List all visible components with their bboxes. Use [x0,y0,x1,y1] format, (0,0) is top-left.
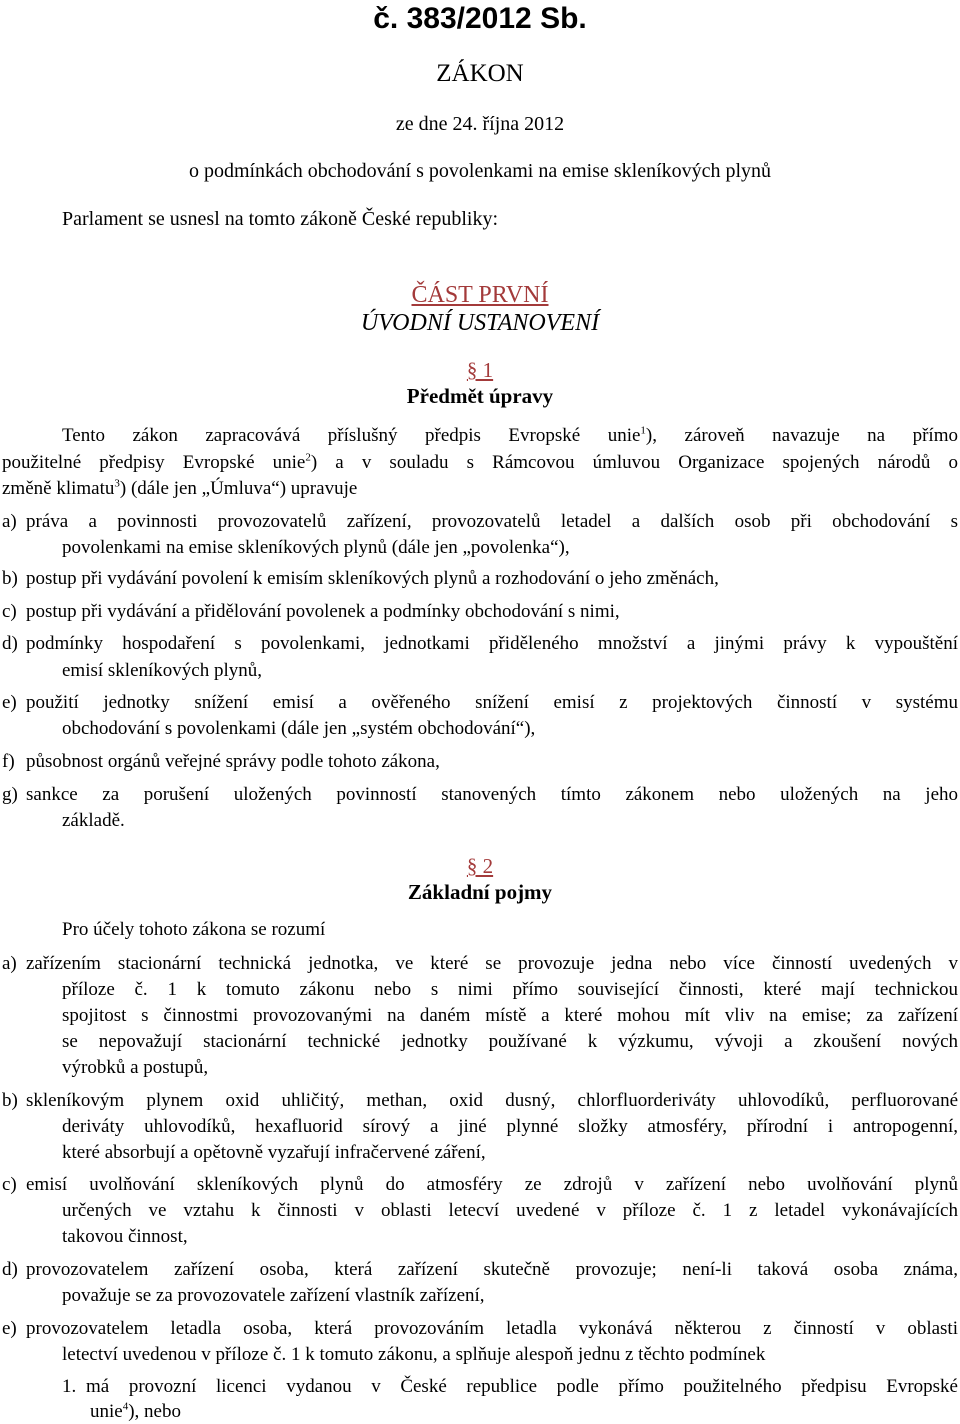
document-number: č. 383/2012 Sb. [373,2,587,35]
subitem-line: má provozní licenci vydanou v České republice podle přímo použitelného předpisu Evropské [86,1376,958,1397]
item-line: základě. [62,810,125,831]
item-line: výrobků a postupů, [62,1057,209,1078]
enactment-clause: Parlament se usnesl na tomto zákoně České republiky: [62,208,499,230]
item-line: skleníkovým plynem oxid uhličitý, methan, oxid dusný, chlorfluorderiváty uhlovodíků, perfluorované [26,1090,958,1111]
item-mark: d) [2,633,18,654]
item-line: postup při vydávání povolení k emisím skleníkových plynů a rozhodování o jeho změnách, [26,568,719,589]
intro-text: použitelné předpisy Evropské unie [2,452,306,473]
document-title: o podmínkách obchodování s povolenkami na emise skleníkových plynů [188,160,772,182]
intro-text: Tento zákon zapracovává příslušný předpis Evropské unie [62,425,641,446]
section-2-intro: Pro účely tohoto zákona se rozumí [62,919,326,940]
item-mark: e) [2,1318,17,1339]
intro-text: změně klimatu [2,478,115,499]
item-mark: a) [2,953,17,974]
part-title: ÚVODNÍ USTANOVENÍ [360,310,600,336]
footnote-3-ref[interactable]: 3 [114,477,120,490]
subitem-text: unie [90,1401,123,1422]
item-line: deriváty uhlovodíků, hexafluorid sírový a jiné plynné složky atmosféry, přírodní i antropogenní, [62,1116,958,1137]
item-line: podmínky hospodaření s povolenkami, jednotkami přiděleného množství a jinými právy k vypouštění [26,633,958,654]
footnote-1-ref[interactable]: 1 [640,424,646,437]
intro-text: ) (dále jen „Úmluva“) upravuje [119,478,358,499]
item-line: letectví uvedenou v příloze č. 1 k tomuto zákonu, a splňuje alespoň jednu z těchto podmínek [62,1344,766,1365]
section-2-link[interactable]: § 2 [466,854,494,878]
item-line: příloze č. 1 k tomuto zákonu nebo s nimi přímo související činnosti, které mají technickou [62,979,958,1000]
item-line: spojitost s činnostmi provozovanými na daném místě a které mohou mít vliv na emise; za zařízení [62,1005,958,1026]
item-line: povolenkami na emise skleníkových plynů (dále jen „povolenka“), [62,537,570,558]
item-line: použití jednotky snížení emisí a ověřeného snížení emisí z projektových činností v systému [26,692,958,713]
document-type: ZÁKON [436,60,524,87]
item-mark: b) [2,1090,18,1111]
section-1-heading: Předmět úpravy [406,384,554,408]
footnote-4-ref[interactable]: 4 [122,1400,129,1413]
document-date: ze dne 24. října 2012 [395,113,565,135]
item-line: obchodování s povolenkami (dále jen „systém obchodování“), [62,718,536,739]
item-line: sankce za porušení uložených povinností stanovených tímto zákonem nebo uložených na jeho [26,784,958,805]
item-line: určených ve vztahu k činnosti v oblasti letecví uvedené v příloze č. 1 z letadel vykonávajících [62,1200,958,1221]
section-1-intro-line-3 [2,477,357,501]
item-mark: c) [2,1174,17,1195]
section-1-intro-line-1 [62,424,958,448]
item-line: emisí uvolňování skleníkových plynů do atmosféry ze zdrojů v zařízení nebo uvolňování plynů [26,1174,958,1195]
item-line: emisí skleníkových plynů, [62,660,263,681]
item-line: práva a povinnosti provozovatelů zařízení, provozovatelů letadel a dalších osob při obchodování s [26,511,958,532]
item-line: takovou činnost, [62,1226,188,1247]
item-mark: c) [2,601,17,622]
section-1-link[interactable]: § 1 [466,358,494,382]
item-line: provozovatelem zařízení osoba, která zařízení skutečně provozuje; není-li taková osoba známa, [26,1259,958,1280]
item-mark: g) [2,784,18,805]
item-mark: a) [2,511,17,532]
item-line: považuje se za provozovatele zařízení vlastník zařízení, [62,1285,485,1306]
section-1-intro-line-2 [2,451,958,475]
part-number-link[interactable]: ČÁST PRVNÍ [411,282,549,308]
footnote-2-ref[interactable]: 2 [305,451,311,464]
subitem-mark: 1. [62,1376,77,1397]
intro-text: ) a v souladu s Rámcovou úmluvou Organizace spojených národů o [310,452,958,473]
item-line: postup při vydávání a přidělování povolenek a podmínky obchodování s nimi, [26,601,620,622]
intro-text: ), zároveň navazuje na přímo [645,425,958,446]
item-line: se nepovažují stacionární technické jednotky používané k výzkumu, vývoji a zkoušení nových [62,1031,958,1052]
item-line: které absorbují a opětovně vyzařují infračervené záření, [62,1142,486,1163]
item-mark: b) [2,568,18,589]
subitem-line-2 [90,1400,181,1424]
section-2-heading: Základní pojmy [407,880,553,904]
item-line: provozovatelem letadla osoba, která provozováním letadla vykonává některou z činností v oblasti [26,1318,958,1339]
item-mark: e) [2,692,17,713]
item-line: zařízením stacionární technická jednotka, ve které se provozuje jedna nebo více činností uvedených v [26,953,958,974]
item-mark: d) [2,1259,18,1280]
subitem-text: ), nebo [128,1401,181,1422]
item-mark: f) [2,751,15,772]
item-line: působnost orgánů veřejné správy podle tohoto zákona, [26,751,440,772]
